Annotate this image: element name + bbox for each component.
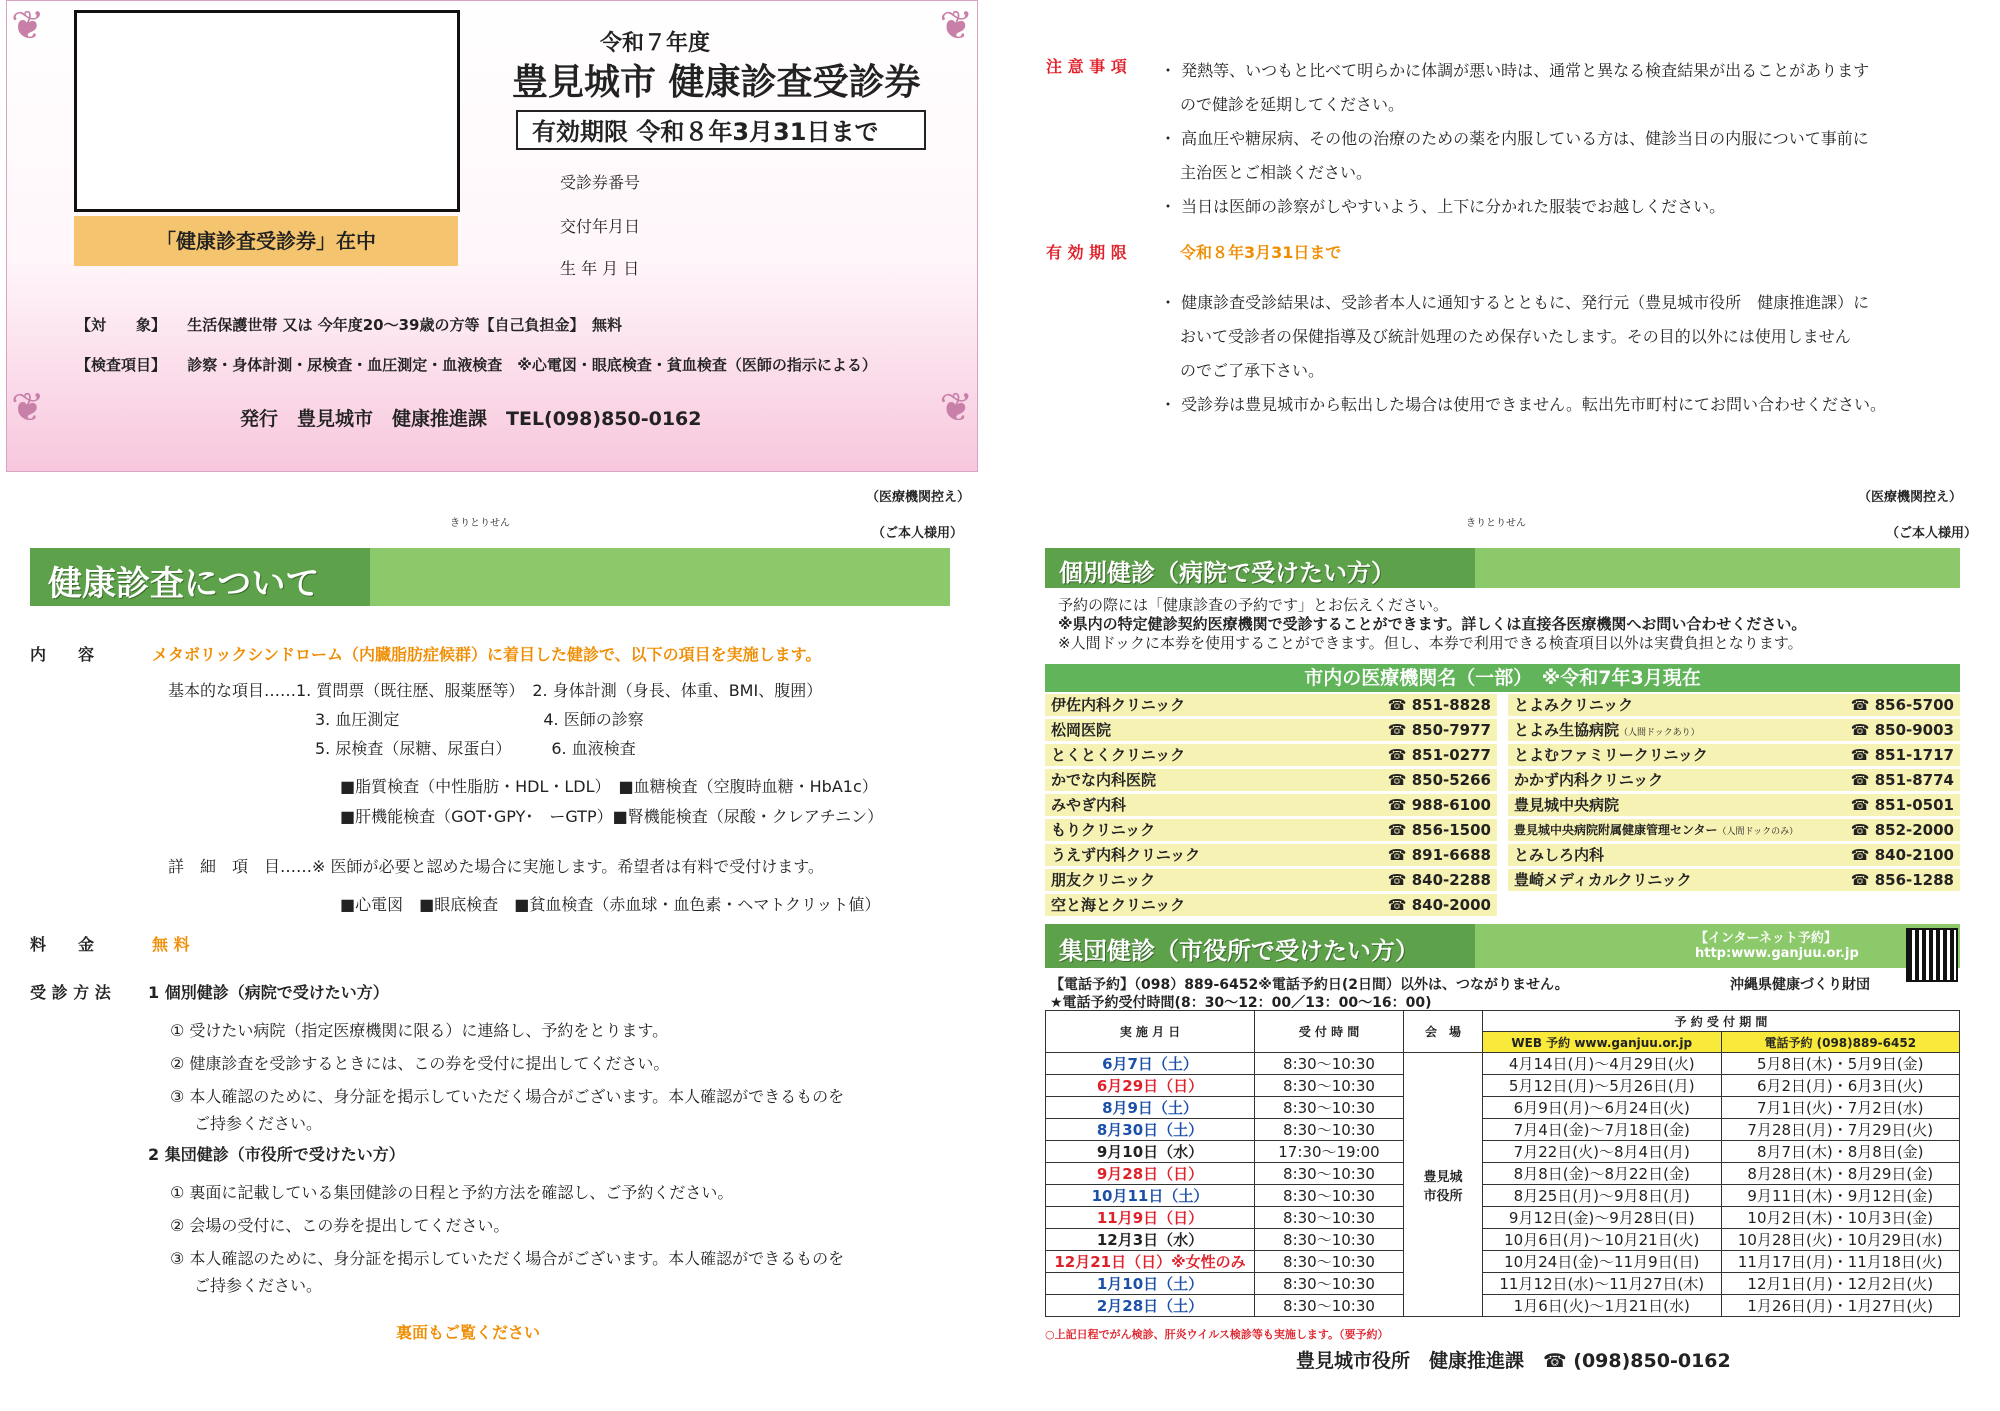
method1-list: [170, 1014, 844, 1140]
caution-label: 注 意 事 項: [1046, 57, 1127, 76]
schedule-time: 8:30～10:30: [1255, 1119, 1404, 1141]
schedule-time: 8:30～10:30: [1255, 1251, 1404, 1273]
content-text: メタボリックシンドローム（内臓脂肪症候群）に着目した健診で、以下の項目を実施します。: [152, 645, 822, 664]
clinic-name: かでな内科医院: [1051, 771, 1157, 789]
clinic-name: とくとくクリニック: [1051, 746, 1186, 764]
basic-line: 5. 尿検査（尿糖、尿蛋白） 6. 血液検査: [315, 739, 636, 758]
clinic-name: とよみクリニック: [1514, 696, 1634, 714]
schedule-row: [1046, 1229, 1960, 1251]
clinic-tel: ☎ 851-1717: [1850, 746, 1954, 764]
clinic-tel: ☎ 856-1500: [1387, 821, 1491, 839]
schedule-time: 8:30～10:30: [1255, 1163, 1404, 1185]
schedule-date: 10月11日（土）: [1046, 1185, 1255, 1207]
clinic-row: [1508, 869, 1960, 891]
clinic-row: [1045, 894, 1497, 916]
clinic-tel: ☎ 851-0501: [1850, 796, 1954, 814]
clinic-tel: ☎ 850-7977: [1387, 721, 1491, 739]
schedule-date: 2月28日（土）: [1046, 1295, 1255, 1317]
ornament-corner-icon: ❦: [939, 385, 973, 431]
schedule-web: 1月6日(火)～1月21日(水): [1483, 1295, 1722, 1317]
basic-line: 3. 血圧測定 4. 医師の診察: [315, 710, 644, 729]
clinic-tel: ☎ 852-2000: [1850, 821, 1954, 839]
schedule-row: [1046, 1053, 1960, 1075]
method2-item: ① 裏面に記載している集団健診の日程と予約方法を確認し、ご予約ください。: [170, 1183, 734, 1202]
clinic-tel: ☎ 891-6688: [1387, 846, 1491, 864]
th-time: 受 付 時 間: [1255, 1011, 1404, 1053]
caution-list: [1160, 54, 1869, 224]
copy-medical-right: （医療機関控え）: [1858, 490, 1963, 505]
individual-note: ※人間ドックに本券を使用することができます。但し、本券で利用できる検査項目以外は実費負担となります。: [1058, 634, 1803, 652]
schedule-row: [1046, 1207, 1960, 1229]
th-date: 実 施 月 日: [1046, 1011, 1255, 1053]
schedule-date: 1月10日（土）: [1046, 1273, 1255, 1295]
ticket-title: 豊見城市 健康診査受診券: [512, 61, 921, 103]
items-row: [76, 354, 877, 375]
qr-code-icon[interactable]: [1908, 930, 1956, 980]
schedule-row: [1046, 1141, 1960, 1163]
schedule-date: 6月29日（日）: [1046, 1075, 1255, 1097]
items-text: 診察・身体計測・尿検査・血圧測定・血液検査 ※心電図・眼底検査・貧血検査（医師の指示による）: [187, 356, 877, 374]
privacy-item: ・ 受診券は豊見城市から転出した場合は使用できません。転出先市町村にてお問い合わせください。: [1160, 395, 1887, 414]
validity-label: 有 効 期 限: [1046, 243, 1127, 262]
privacy-item: のでご了承下さい。: [1180, 361, 1325, 380]
schedule-tel: 7月28日(月)・7月29日(火): [1721, 1119, 1960, 1141]
clinic-name: とよむファミリークリニック: [1514, 746, 1708, 764]
caution-item: ので健診を延期してください。: [1180, 95, 1405, 114]
field-ticket-number: 受診券番号: [560, 173, 641, 192]
schedule-web: 8月25日(月)～9月8日(月): [1483, 1185, 1722, 1207]
clinic-name: 豊見城中央病院附属健康管理センター: [1514, 823, 1718, 837]
clinic-tel: ☎ 851-0277: [1387, 746, 1491, 764]
caution-item: ・ 当日は医師の診察がしやすいよう、上下に分かれた服装でお越しください。: [1160, 197, 1726, 216]
ornament-corner-icon: ❦: [11, 385, 45, 431]
schedule-web: 7月22日(火)～8月4日(月): [1483, 1141, 1722, 1163]
clinic-name: かかず内科クリニック: [1514, 771, 1664, 789]
caution-item: ・ 発熱等、いつもと比べて明らかに体調が悪い時は、通常と異なる検査結果が出ることがあります: [1160, 61, 1870, 80]
validity-text: 令和８年3月31日まで: [1180, 243, 1342, 262]
method2-item: ご持参ください。: [194, 1276, 323, 1295]
ornament-corner-icon: ❦: [11, 3, 45, 49]
foundation: 沖縄県健康づくり財団: [1730, 977, 1870, 993]
caution-item: ・ 高血圧や糖尿病、その他の治療のための薬を内服している方は、健診当日の内服について事前に: [1160, 129, 1869, 148]
schedule-date: 9月10日（水）: [1046, 1141, 1255, 1163]
individual-title: 個別健診（病院で受けたい方）: [1059, 558, 1395, 587]
schedule-web: 11月12日(水)～11月27日(木): [1483, 1273, 1722, 1295]
clinic-row: [1508, 844, 1960, 866]
method2-item: ② 会場の受付に、この券を提出してください。: [170, 1216, 510, 1235]
privacy-item: ・ 健康診査受診結果は、受診者本人に通知するとともに、発行元（豊見城市役所 健康推進課）に: [1160, 293, 1870, 312]
clinic-row: [1508, 694, 1960, 716]
target-row: [76, 314, 622, 335]
group-contact: 豊見城市役所 健康推進課 ☎ (098)850-0162: [1296, 1350, 1731, 1372]
clinic-list-left: [1045, 694, 1497, 919]
schedule-tel: 8月7日(木)・8月8日(金): [1721, 1141, 1960, 1163]
clinic-row: [1045, 844, 1497, 866]
blood-items: [340, 772, 883, 832]
clinic-tel: ☎ 840-2288: [1387, 871, 1491, 889]
issuer: 発行 豊見城市 健康推進課 TEL(098)850-0162: [240, 408, 702, 430]
basic-items: [168, 676, 822, 763]
clinic-tel: ☎ 856-1288: [1850, 871, 1954, 889]
ornament-corner-icon: ❦: [939, 3, 973, 49]
schedule-date: 11月9日（日）: [1046, 1207, 1255, 1229]
schedule-tel: 9月11日(木)・9月12日(金): [1721, 1185, 1960, 1207]
schedule-tel: 10月2日(木)・10月3日(金): [1721, 1207, 1960, 1229]
detail-items: ■心電図 ■眼底検査 ■貧血検査（赤血球・血色素・ヘマトクリット値）: [340, 895, 881, 914]
th-period: 予 約 受 付 期 間: [1483, 1011, 1960, 1032]
clinic-row: [1045, 769, 1497, 791]
schedule-row: [1046, 1163, 1960, 1185]
target-label: 【対 象】: [76, 316, 167, 334]
individual-header-bar: [1045, 548, 1960, 588]
schedule-tel: 11月17日(月)・11月18日(火): [1721, 1251, 1960, 1273]
clinic-name: 豊崎メディカルクリニック: [1514, 871, 1692, 889]
address-window-box: [74, 10, 460, 212]
clinic-row: [1508, 769, 1960, 791]
th-tel: 電話予約 (098)889-6452: [1721, 1032, 1960, 1053]
clinic-row: [1045, 719, 1497, 741]
items-label: 【検査項目】: [76, 356, 167, 374]
method2-title: 2 集団健診（市役所で受けたい方）: [148, 1145, 405, 1164]
schedule-web: 4月14日(月)～4月29日(火): [1483, 1053, 1722, 1075]
schedule-time: 8:30～10:30: [1255, 1185, 1404, 1207]
th-web: WEB 予約 www.ganjuu.or.jp: [1483, 1032, 1722, 1053]
clinic-list-right: [1508, 694, 1960, 894]
schedule-web: 7月4日(金)～7月18日(金): [1483, 1119, 1722, 1141]
clinic-row: [1508, 719, 1960, 741]
clinic-tel: ☎ 988-6100: [1387, 796, 1491, 814]
clinic-tel: ☎ 851-8828: [1387, 696, 1491, 714]
schedule-tel: 12月1日(月)・12月2日(火): [1721, 1273, 1960, 1295]
schedule-web: 6月9日(月)～6月24日(火): [1483, 1097, 1722, 1119]
inbox-label: 「健康診査受診券」在中: [74, 216, 458, 266]
clinic-note: （人間ドックあり）: [1619, 728, 1700, 738]
schedule-tel: 8月28日(木)・8月29日(金): [1721, 1163, 1960, 1185]
target-text: 生活保護世帯 又は 今年度20～39歳の方等【自己負担金】 無料: [187, 316, 622, 334]
privacy-item: おいて受診者の保健指導及び統計処理のため保存いたします。その目的以外には使用しません: [1180, 327, 1851, 346]
schedule-date: 12月3日（水）: [1046, 1229, 1255, 1251]
clinic-row: [1045, 744, 1497, 766]
clinic-tel: ☎ 850-5266: [1387, 771, 1491, 789]
th-venue: 会 場: [1404, 1011, 1483, 1053]
clinic-row: [1045, 694, 1497, 716]
schedule-web: 8月8日(金)～8月22日(金): [1483, 1163, 1722, 1185]
blood-line: ■肝機能検査（GOT･GPY･ ーGTP）■腎機能検査（尿酸・クレアチニン）: [340, 807, 884, 826]
method1-title: 1 個別健診（病院で受けたい方）: [148, 983, 389, 1002]
copy-personal-left: （ご本人様用）: [872, 526, 964, 541]
clinic-row: [1045, 794, 1497, 816]
schedule-web: 9月12日(金)～9月28日(日): [1483, 1207, 1722, 1229]
clinic-name: みやぎ内科: [1051, 796, 1127, 814]
field-issue-date: 交付年月日: [560, 217, 641, 236]
copy-personal-right: （ご本人様用）: [1886, 526, 1978, 541]
schedule-tel: 1月26日(月)・1月27日(火): [1721, 1295, 1960, 1317]
content-label: 内 容: [30, 645, 95, 664]
clinic-tel: ☎ 850-9003: [1850, 721, 1954, 739]
clinic-row: [1508, 794, 1960, 816]
clinic-name: とよみ生協病院: [1514, 721, 1620, 739]
clinic-row: [1508, 819, 1960, 841]
schedule-date: 8月9日（土）: [1046, 1097, 1255, 1119]
schedule-row: [1046, 1273, 1960, 1295]
field-birthdate: 生 年 月 日: [560, 259, 640, 278]
schedule-date: 12月21日（日）※女性のみ: [1046, 1251, 1255, 1273]
clinic-name: 伊佐内科クリニック: [1051, 696, 1186, 714]
clinic-name: 空と海とクリニック: [1051, 896, 1186, 914]
phone-line: 【電話予約】（098）889-6452※電話予約日(2日間）以外は、つながりません。: [1050, 977, 1569, 993]
schedule-row: [1046, 1119, 1960, 1141]
fee-value: 無 料: [152, 935, 190, 954]
group-footnote: ○上記日程でがん検診、肝炎ウイルス検診等も実施します。（要予約）: [1045, 1328, 1389, 1341]
clinic-row: [1045, 869, 1497, 891]
clinic-name: もりクリニック: [1051, 821, 1156, 839]
schedule-time: 8:30～10:30: [1255, 1295, 1404, 1317]
clinic-name: 豊見城中央病院: [1514, 796, 1620, 814]
individual-notes: [1058, 596, 1806, 653]
schedule-row: [1046, 1295, 1960, 1317]
clinic-row: [1508, 744, 1960, 766]
clinic-tel: ☎ 856-5700: [1850, 696, 1954, 714]
about-header-bar: [30, 548, 950, 606]
individual-note: ※県内の特定健診契約医療機関で受診することができます。詳しくは直接各医療機関へお問い合わせください。: [1058, 615, 1807, 633]
schedule-tel: 6月2日(月)・6月3日(火): [1721, 1075, 1960, 1097]
caution-item: 主治医とご相談ください。: [1180, 163, 1373, 182]
fee-label: 料 金: [30, 935, 95, 954]
clinic-tel: ☎ 840-2000: [1387, 896, 1491, 914]
method2-item: ③ 本人確認のために、身分証を掲示していただく場合がございます。本人確認ができるものを: [170, 1249, 845, 1268]
schedule-time: 8:30～10:30: [1255, 1053, 1404, 1075]
schedule-time: 8:30～10:30: [1255, 1207, 1404, 1229]
schedule-row: [1046, 1185, 1960, 1207]
see-back: 裏面もご覧ください: [396, 1323, 541, 1342]
fiscal-year: 令和７年度: [600, 31, 711, 56]
clinic-row: [1045, 819, 1497, 841]
schedule-time: 8:30～10:30: [1255, 1229, 1404, 1251]
method2-list: [170, 1176, 844, 1302]
internet-label: 【インターネット予約】: [1695, 931, 1837, 946]
group-header-bar: [1045, 924, 1960, 968]
schedule-row: [1046, 1251, 1960, 1273]
blood-line: ■脂質検査（中性脂肪・HDL・LDL） ■血糖検査（空腹時血糖・HbA1c）: [340, 777, 878, 796]
schedule-date: 6月7日（土）: [1046, 1053, 1255, 1075]
schedule-row: [1046, 1075, 1960, 1097]
copy-medical-left: （医療機関控え）: [866, 490, 971, 505]
internet-url: http:www.ganjuu.or.jp: [1695, 946, 1859, 961]
privacy-list: [1160, 286, 1886, 422]
detail-line: 詳 細 項 目……※ 医師が必要と認めた場合に実施します。希望者は有料で受付けます。: [168, 857, 824, 876]
about-title: 健康診査について: [48, 564, 320, 604]
schedule-time: 8:30～10:30: [1255, 1273, 1404, 1295]
schedule-date: 9月28日（日）: [1046, 1163, 1255, 1185]
schedule-web: 10月24日(金)～11月9日(日): [1483, 1251, 1722, 1273]
clinic-note: （人間ドックのみ）: [1717, 827, 1799, 837]
schedule-time: 8:30～10:30: [1255, 1075, 1404, 1097]
method1-item: ① 受けたい病院（指定医療機関に限る）に連絡し、予約をとります。: [170, 1021, 669, 1040]
method-label: 受 診 方 法: [30, 983, 111, 1002]
method1-item: ③ 本人確認のために、身分証を掲示していただく場合がございます。本人確認ができるものを: [170, 1087, 845, 1106]
group-title: 集団健診（市役所で受けたい方）: [1059, 936, 1419, 965]
clinic-name: うえず内科クリニック: [1051, 846, 1201, 864]
basic-line: 基本的な項目……1. 質問票（既往歴、服薬歴等） 2. 身体計測（身長、体重、BMI、腹囲）: [168, 681, 823, 700]
schedule-tel: 5月8日(木)・5月9日(金): [1721, 1053, 1960, 1075]
schedule-row: [1046, 1097, 1960, 1119]
phone-hours: ★電話予約受付時間(8：30～12：00／13：00～16：00): [1050, 995, 1432, 1011]
schedule-tel: 7月1日(火)・7月2日(水): [1721, 1097, 1960, 1119]
clinic-name: とみしろ内科: [1514, 846, 1605, 864]
schedule-tel: 10月28日(火)・10月29日(水): [1721, 1229, 1960, 1251]
schedule-venue: 豊見城 市役所: [1404, 1053, 1483, 1317]
clinic-list-header: 市内の医療機関名（一部） ※令和7年3月現在: [1045, 664, 1960, 692]
schedule-time: 8:30～10:30: [1255, 1097, 1404, 1119]
schedule-web: 10月6日(月)～10月21日(火): [1483, 1229, 1722, 1251]
cut-line-label-left: きりとりせん: [450, 518, 510, 529]
clinic-name: 朋友クリニック: [1051, 871, 1156, 889]
group-schedule-table: [1045, 1010, 1960, 1317]
clinic-name: 松岡医院: [1051, 721, 1112, 739]
validity-box: 有効期限 令和８年3月31日まで: [516, 110, 926, 150]
individual-note: 予約の際には「健康診査の予約です」とお伝えください。: [1058, 596, 1449, 614]
clinic-tel: ☎ 851-8774: [1850, 771, 1954, 789]
schedule-time: 17:30～19:00: [1255, 1141, 1404, 1163]
method1-item: ご持参ください。: [194, 1114, 323, 1133]
cut-line-label-right: きりとりせん: [1466, 518, 1526, 529]
schedule-web: 5月12日(月)～5月26日(月): [1483, 1075, 1722, 1097]
schedule-date: 8月30日（土）: [1046, 1119, 1255, 1141]
method1-item: ② 健康診査を受診するときには、この券を受付に提出してください。: [170, 1054, 670, 1073]
clinic-tel: ☎ 840-2100: [1850, 846, 1954, 864]
